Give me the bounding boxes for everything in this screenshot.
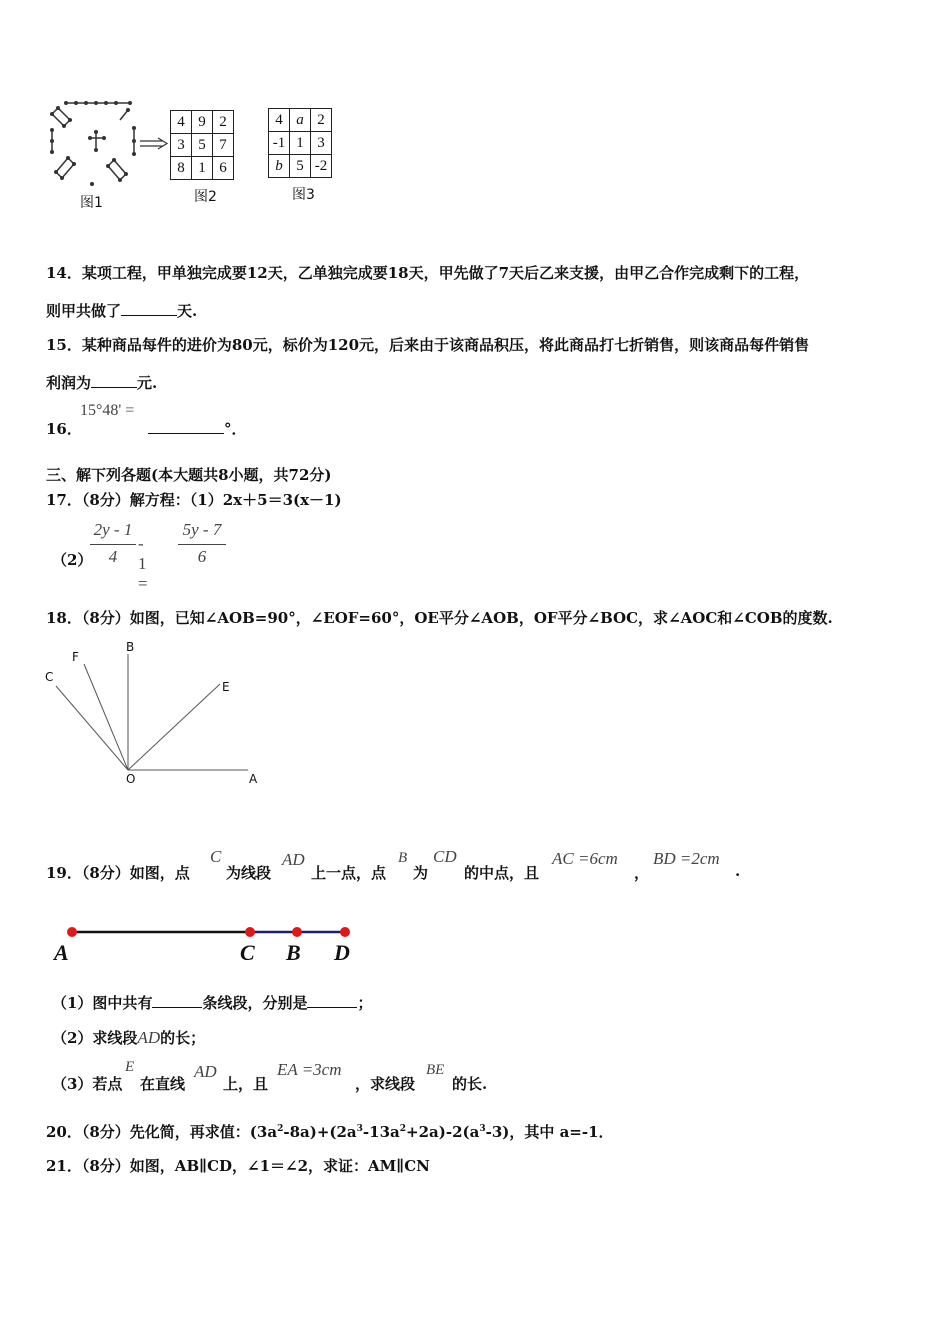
point-label-E: E bbox=[222, 680, 230, 694]
q14-suffix: 天. bbox=[177, 302, 198, 320]
point-D bbox=[340, 927, 350, 937]
grid-cell: 6 bbox=[213, 157, 234, 180]
grid-cell: 1 bbox=[290, 132, 311, 155]
q15-prefix: 利润为 bbox=[46, 374, 92, 392]
q19-text-part: 的中点，且 bbox=[464, 864, 540, 882]
question-18-text: 18．（8分）如图，已知∠AOB=90°，∠EOF=60°，OE平分∠AOB，OF平分∠BOC，求∠AOC和∠COB的度数. bbox=[46, 609, 833, 627]
question-17-part-2-label: （2） bbox=[52, 551, 93, 569]
q20-exponent: 3 bbox=[479, 1124, 486, 1134]
question-14-line-1: 14．某项工程，甲单独完成要12天，乙单独完成要18天，甲先做了7天后乙来支援，由甲乙合作完成剩下的工程， bbox=[46, 264, 810, 282]
q20-part: -13a bbox=[362, 1123, 400, 1141]
segment-label-D: D bbox=[334, 940, 350, 965]
answer-blank bbox=[91, 373, 137, 388]
fraction-1-numerator: 2y - 1 bbox=[93, 520, 133, 539]
q19-sub2-AD: AD bbox=[137, 1028, 161, 1047]
arrow-icon bbox=[138, 136, 170, 155]
grid-cell: 5 bbox=[192, 134, 213, 157]
point-label-A: A bbox=[249, 772, 258, 786]
q19-sub3-AD: AD bbox=[194, 1062, 217, 1081]
q19-math-CD: CD bbox=[433, 847, 457, 866]
segment-label-B: B bbox=[286, 940, 301, 965]
figure-1 bbox=[44, 100, 144, 215]
q19-sub3-text: （3）若点 bbox=[52, 1075, 123, 1093]
grid-cell: 3 bbox=[311, 132, 332, 155]
q19-sub3-text: ，求线段 bbox=[355, 1075, 416, 1093]
point-C bbox=[245, 927, 255, 937]
q19-text-part: 为 bbox=[413, 864, 429, 882]
question-19-part-2 bbox=[52, 1027, 205, 1048]
segment-label-A: A bbox=[54, 940, 69, 965]
q20-exponent: 3 bbox=[356, 1124, 363, 1134]
q19-sub1-middle: 条线段，分别是 bbox=[202, 994, 308, 1012]
point-label-O: O bbox=[126, 772, 136, 786]
answer-blank bbox=[121, 301, 177, 316]
grid-with-unknowns bbox=[268, 108, 332, 178]
question-17-line-1: 17．（8分）解方程：（1）2x＋5＝3(x－1) bbox=[46, 491, 342, 509]
figure-3 bbox=[268, 108, 332, 204]
grid-cell: -2 bbox=[311, 155, 332, 178]
answer-blank bbox=[307, 993, 357, 1008]
grid-cell: a bbox=[290, 109, 311, 132]
q19-period: . bbox=[735, 862, 741, 880]
question-16-answer bbox=[148, 418, 247, 439]
question-19-part-3 bbox=[0, 1056, 950, 1096]
q15-suffix: 元. bbox=[137, 374, 158, 392]
q14-prefix: 则甲共做了 bbox=[46, 302, 122, 320]
grid-cell: 9 bbox=[192, 111, 213, 134]
grid-cell: 2 bbox=[213, 111, 234, 134]
q19-sub2-prefix: （2）求线段 bbox=[52, 1029, 138, 1047]
q19-math-AC: AC =6cm bbox=[552, 849, 618, 868]
grid-cell: 4 bbox=[269, 109, 290, 132]
figure-2 bbox=[170, 110, 234, 206]
figure-2-caption: 图2 bbox=[194, 189, 217, 205]
angle-figure bbox=[40, 640, 270, 794]
question-15-line-1: 15．某种商品每件的进价为80元，标价为120元，后来由于该商品积压，将此商品打七折销售，则该商品每件销售 bbox=[46, 336, 810, 354]
question-16-number: 16． bbox=[46, 420, 82, 438]
point-label-C: C bbox=[45, 670, 54, 684]
point-label-F: F bbox=[72, 650, 79, 664]
q19-sub2-suffix: 的长； bbox=[160, 1029, 206, 1047]
q19-sub3-EA: EA =3cm bbox=[277, 1060, 342, 1079]
q19-sub3-text: 在直线 bbox=[140, 1075, 186, 1093]
grid-cell: b bbox=[269, 155, 290, 178]
q19-sub3-BE: BE bbox=[426, 1062, 445, 1078]
figure-3-caption: 图3 bbox=[292, 187, 315, 203]
question-21-text: 21．（8分）如图，AB∥CD，∠1＝∠2，求证：AM∥CN bbox=[46, 1157, 430, 1175]
equation-middle: - 1 = bbox=[138, 534, 148, 593]
ray-OC bbox=[56, 686, 128, 770]
question-16-expression: 15°48' = bbox=[80, 402, 135, 419]
figure-1-caption: 图1 bbox=[80, 195, 103, 211]
point-label-B: B bbox=[126, 640, 135, 654]
fraction-bar bbox=[178, 544, 226, 545]
figure-1-drawing bbox=[44, 100, 144, 190]
q19-sub3-E: E bbox=[125, 1059, 135, 1075]
question-19-part-1 bbox=[52, 992, 372, 1013]
question-20-text bbox=[46, 1121, 614, 1142]
grid-cell: 5 bbox=[290, 155, 311, 178]
q19-math-C: C bbox=[210, 847, 222, 866]
q19-sub1-suffix: ； bbox=[357, 994, 373, 1012]
grid-cell: -1 bbox=[269, 132, 290, 155]
grid-cell: 8 bbox=[171, 157, 192, 180]
q19-comma: ， bbox=[634, 864, 650, 882]
q19-math-B: B bbox=[398, 850, 408, 866]
question-14-line-2 bbox=[46, 300, 197, 321]
ray-OF bbox=[84, 664, 128, 770]
ray-OE bbox=[128, 684, 220, 770]
grid-cell: 1 bbox=[192, 157, 213, 180]
grid-cell: 2 bbox=[311, 109, 332, 132]
question-19-text bbox=[0, 844, 950, 884]
q20-part: +2a)-2(a bbox=[406, 1123, 480, 1141]
q20-part: 20．（8分）先化简，再求值：(3a bbox=[46, 1123, 278, 1141]
q19-text-part: 为线段 bbox=[226, 864, 272, 882]
answer-blank bbox=[152, 993, 202, 1008]
grid-cell: 3 bbox=[171, 134, 192, 157]
fraction-1-denominator: 4 bbox=[108, 547, 118, 566]
section-3-title: 三、解下列各题(本大题共8小题，共72分) bbox=[46, 466, 332, 484]
fraction-2-denominator: 6 bbox=[197, 547, 207, 566]
magic-square-grid bbox=[170, 110, 234, 180]
q16-suffix: °． bbox=[224, 420, 247, 438]
point-A bbox=[67, 927, 77, 937]
q20-part: -8a)+(2a bbox=[283, 1123, 357, 1141]
answer-blank bbox=[148, 419, 224, 434]
q19-sub3-text: 的长. bbox=[452, 1075, 488, 1093]
q19-sub1-prefix: （1）图中共有 bbox=[52, 994, 153, 1012]
q20-exponent: 2 bbox=[399, 1124, 407, 1134]
fraction-bar bbox=[90, 544, 136, 545]
segment-label-C: C bbox=[240, 940, 255, 965]
q19-math-BD: BD =2cm bbox=[653, 849, 720, 868]
q19-math-AD: AD bbox=[282, 850, 305, 869]
q20-exponent: 2 bbox=[277, 1124, 284, 1134]
grid-cell: 4 bbox=[171, 111, 192, 134]
q20-part: -3)，其中 a=-1． bbox=[485, 1123, 614, 1141]
q19-sub3-text: 上，且 bbox=[223, 1075, 269, 1093]
q19-text-part: 19．（8分）如图，点 bbox=[46, 864, 190, 882]
question-15-line-2 bbox=[46, 372, 157, 393]
q19-text-part: 上一点，点 bbox=[311, 864, 387, 882]
fraction-2-numerator: 5y - 7 bbox=[182, 520, 222, 539]
point-B bbox=[292, 927, 302, 937]
grid-cell: 7 bbox=[213, 134, 234, 157]
segment-figure bbox=[50, 920, 370, 965]
